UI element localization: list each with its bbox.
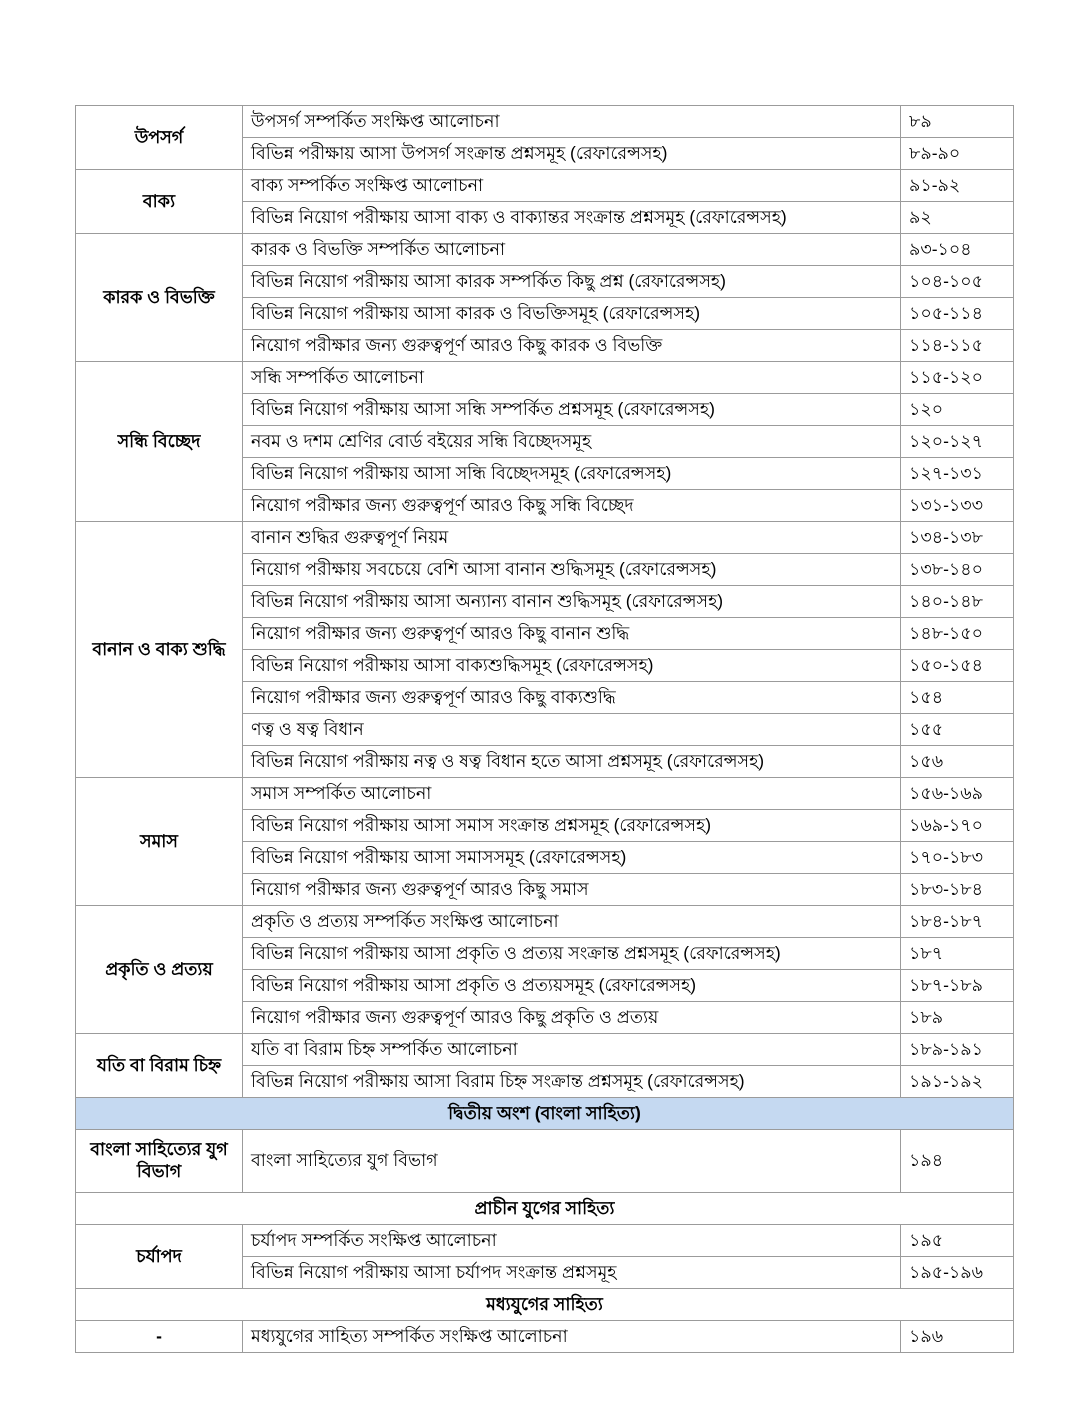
section-cell: কারক ও বিভক্তি — [76, 234, 243, 362]
topic-cell: নিয়োগ পরীক্ষার জন্য গুরুত্বপূর্ণ আরও কিছু সন্ধি বিচ্ছেদ — [243, 490, 901, 522]
topic-cell: বিভিন্ন নিয়োগ পরীক্ষায় আসা চর্যাপদ সংক্রান্ত প্রশ্নসমূহ — [243, 1257, 901, 1289]
toc-table — [75, 105, 1014, 1353]
section-cell: - — [76, 1321, 243, 1353]
medieval-era-band-header: মধ্যযুগের সাহিত্য — [76, 1289, 1014, 1321]
topic-cell: বাংলা সাহিত্যের যুগ বিভাগ — [243, 1130, 901, 1193]
topic-cell: উপসর্গ সম্পর্কিত সংক্ষিপ্ত আলোচনা — [243, 106, 901, 138]
pages-cell: ১৯১-১৯২ — [901, 1066, 1014, 1098]
pages-cell: ১৮৭-১৮৯ — [901, 970, 1014, 1002]
topic-cell: সমাস সম্পর্কিত আলোচনা — [243, 778, 901, 810]
section-cell: বাক্য — [76, 170, 243, 234]
ancient-era-band-header: প্রাচীন যুগের সাহিত্য — [76, 1193, 1014, 1225]
topic-cell: ণত্ব ও ষত্ব বিধান — [243, 714, 901, 746]
pages-cell: ৮৯-৯০ — [901, 138, 1014, 170]
topic-cell: নিয়োগ পরীক্ষার জন্য গুরুত্বপূর্ণ আরও কিছু বাক্যশুদ্ধি — [243, 682, 901, 714]
section-cell: যতি বা বিরাম চিহ্ন — [76, 1034, 243, 1098]
topic-cell: যতি বা বিরাম চিহ্ন সম্পর্কিত আলোচনা — [243, 1034, 901, 1066]
section-cell: সন্ধি বিচ্ছেদ — [76, 362, 243, 522]
section-cell: উপসর্গ — [76, 106, 243, 170]
topic-cell: নিয়োগ পরীক্ষার জন্য গুরুত্বপূর্ণ আরও কিছু প্রকৃতি ও প্রত্যয় — [243, 1002, 901, 1034]
pages-cell: ৯১-৯২ — [901, 170, 1014, 202]
topic-cell: বিভিন্ন নিয়োগ পরীক্ষায় নত্ব ও ষত্ব বিধান হতে আসা প্রশ্নসমূহ (রেফারেন্সসহ) — [243, 746, 901, 778]
topic-cell: বিভিন্ন নিয়োগ পরীক্ষায় আসা কারক সম্পর্কিত কিছু প্রশ্ন (রেফারেন্সসহ) — [243, 266, 901, 298]
pages-cell: ১১৫-১২০ — [901, 362, 1014, 394]
section-cell: বাংলা সাহিত্যের যুগ বিভাগ — [76, 1130, 243, 1193]
topic-cell: বিভিন্ন নিয়োগ পরীক্ষায় আসা সমাসসমূহ (রেফারেন্সসহ) — [243, 842, 901, 874]
topic-cell: প্রকৃতি ও প্রত্যয় সম্পর্কিত সংক্ষিপ্ত আলোচনা — [243, 906, 901, 938]
topic-cell: বিভিন্ন নিয়োগ পরীক্ষায় আসা অন্যান্য বানান শুদ্ধিসমূহ (রেফারেন্সসহ) — [243, 586, 901, 618]
pages-cell: ৯২ — [901, 202, 1014, 234]
pages-cell: ১৩১-১৩৩ — [901, 490, 1014, 522]
pages-cell: ১৫৫ — [901, 714, 1014, 746]
pages-cell: ১২৭-১৩১ — [901, 458, 1014, 490]
pages-cell: ১৪০-১৪৮ — [901, 586, 1014, 618]
topic-cell: বিভিন্ন নিয়োগ পরীক্ষায় আসা প্রকৃতি ও প্রত্যয় সংক্রান্ত প্রশ্নসমূহ (রেফারেন্সসহ) — [243, 938, 901, 970]
pages-cell: ১৫৪ — [901, 682, 1014, 714]
pages-cell: ১০৪-১০৫ — [901, 266, 1014, 298]
section-cell: প্রকৃতি ও প্রত্যয় — [76, 906, 243, 1034]
pages-cell: ৮৯ — [901, 106, 1014, 138]
topic-cell: নিয়োগ পরীক্ষার জন্য গুরুত্বপূর্ণ আরও কিছু সমাস — [243, 874, 901, 906]
pages-cell: ১৪৮-১৫০ — [901, 618, 1014, 650]
pages-cell: ১২০-১২৭ — [901, 426, 1014, 458]
topic-cell: বিভিন্ন নিয়োগ পরীক্ষায় আসা প্রকৃতি ও প্রত্যয়সমূহ (রেফারেন্সসহ) — [243, 970, 901, 1002]
topic-cell: বিভিন্ন নিয়োগ পরীক্ষায় আসা সন্ধি বিচ্ছেদসমূহ (রেফারেন্সসহ) — [243, 458, 901, 490]
section-cell: সমাস — [76, 778, 243, 906]
topic-cell: সন্ধি সম্পর্কিত আলোচনা — [243, 362, 901, 394]
pages-cell: ১৬৯-১৭০ — [901, 810, 1014, 842]
topic-cell: বিভিন্ন নিয়োগ পরীক্ষায় আসা সমাস সংক্রান্ত প্রশ্নসমূহ (রেফারেন্সসহ) — [243, 810, 901, 842]
pages-cell: ১৫০-১৫৪ — [901, 650, 1014, 682]
topic-cell: নিয়োগ পরীক্ষায় সবচেয়ে বেশি আসা বানান শুদ্ধিসমূহ (রেফারেন্সসহ) — [243, 554, 901, 586]
topic-cell: বিভিন্ন নিয়োগ পরীক্ষায় আসা সন্ধি সম্পর্কিত প্রশ্নসমূহ (রেফারেন্সসহ) — [243, 394, 901, 426]
topic-cell: বানান শুদ্ধির গুরুত্বপূর্ণ নিয়ম — [243, 522, 901, 554]
topic-cell: নবম ও দশম শ্রেণির বোর্ড বইয়ের সন্ধি বিচ্ছেদসমূহ — [243, 426, 901, 458]
topic-cell: বিভিন্ন নিয়োগ পরীক্ষায় আসা বিরাম চিহ্ন সংক্রান্ত প্রশ্নসমূহ (রেফারেন্সসহ) — [243, 1066, 901, 1098]
topic-cell: বিভিন্ন নিয়োগ পরীক্ষায় আসা বাক্যশুদ্ধিসমূহ (রেফারেন্সসহ) — [243, 650, 901, 682]
pages-cell: ১০৫-১১৪ — [901, 298, 1014, 330]
pages-cell: ১৮৭ — [901, 938, 1014, 970]
topic-cell: চর্যাপদ সম্পর্কিত সংক্ষিপ্ত আলোচনা — [243, 1225, 901, 1257]
topic-cell: মধ্যযুগের সাহিত্য সম্পর্কিত সংক্ষিপ্ত আলোচনা — [243, 1321, 901, 1353]
section-cell: চর্যাপদ — [76, 1225, 243, 1289]
section-cell: বানান ও বাক্য শুদ্ধি — [76, 522, 243, 778]
pages-cell: ১৭০-১৮৩ — [901, 842, 1014, 874]
pages-cell: ১৮৯-১৯১ — [901, 1034, 1014, 1066]
pages-cell: ১৮৯ — [901, 1002, 1014, 1034]
topic-cell: নিয়োগ পরীক্ষার জন্য গুরুত্বপূর্ণ আরও কিছু কারক ও বিভক্তি — [243, 330, 901, 362]
pages-cell: ১৮৪-১৮৭ — [901, 906, 1014, 938]
pages-cell: ১৩৮-১৪০ — [901, 554, 1014, 586]
pages-cell: ১৫৬-১৬৯ — [901, 778, 1014, 810]
pages-cell: ১২০ — [901, 394, 1014, 426]
pages-cell: ১৯৫-১৯৬ — [901, 1257, 1014, 1289]
topic-cell: বিভিন্ন নিয়োগ পরীক্ষায় আসা কারক ও বিভক্তিসমূহ (রেফারেন্সসহ) — [243, 298, 901, 330]
topic-cell: বিভিন্ন পরীক্ষায় আসা উপসর্গ সংক্রান্ত প্রশ্নসমূহ (রেফারেন্সসহ) — [243, 138, 901, 170]
pages-cell: ১৮৩-১৮৪ — [901, 874, 1014, 906]
pages-cell: ১৯৫ — [901, 1225, 1014, 1257]
pages-cell: ১৯৬ — [901, 1321, 1014, 1353]
pages-cell: ১৫৬ — [901, 746, 1014, 778]
topic-cell: কারক ও বিভক্তি সম্পর্কিত আলোচনা — [243, 234, 901, 266]
pages-cell: ১৩৪-১৩৮ — [901, 522, 1014, 554]
topic-cell: নিয়োগ পরীক্ষার জন্য গুরুত্বপূর্ণ আরও কিছু বানান শুদ্ধি — [243, 618, 901, 650]
pages-cell: ১৯৪ — [901, 1130, 1014, 1193]
pages-cell: ৯৩-১০৪ — [901, 234, 1014, 266]
topic-cell: বিভিন্ন নিয়োগ পরীক্ষায় আসা বাক্য ও বাক্যান্তর সংক্রান্ত প্রশ্নসমূহ (রেফারেন্সসহ) — [243, 202, 901, 234]
pages-cell: ১১৪-১১৫ — [901, 330, 1014, 362]
topic-cell: বাক্য সম্পর্কিত সংক্ষিপ্ত আলোচনা — [243, 170, 901, 202]
part2-band-header: দ্বিতীয় অংশ (বাংলা সাহিত্য) — [76, 1098, 1014, 1130]
